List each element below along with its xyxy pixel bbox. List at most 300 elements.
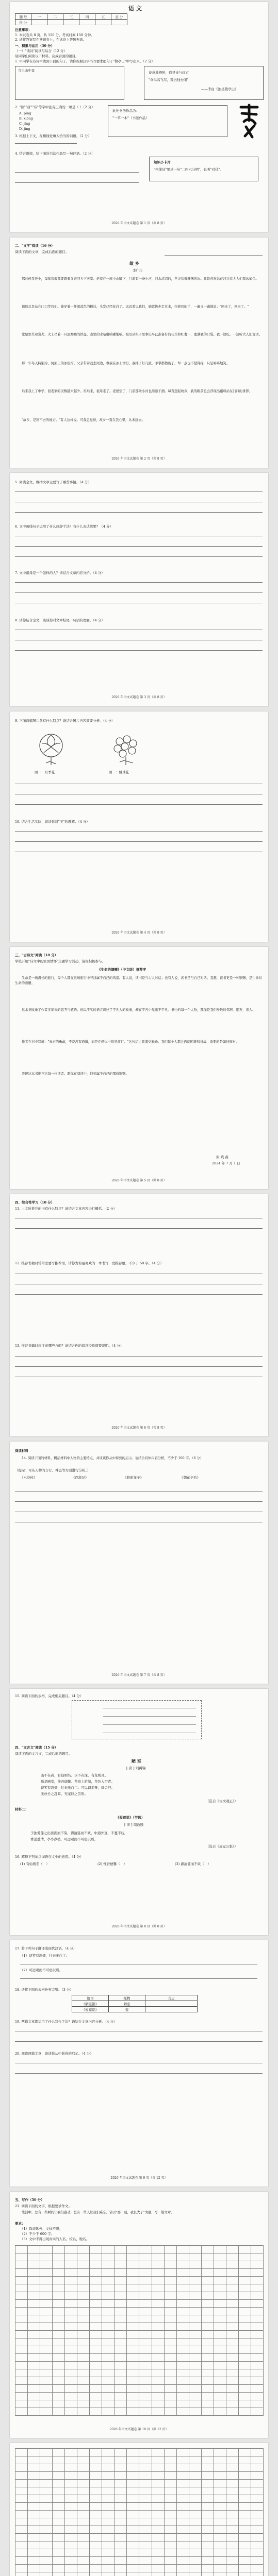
grid-cell[interactable]: [152, 2511, 164, 2518]
grid-cell[interactable]: [202, 2338, 214, 2346]
grid-cell[interactable]: [152, 2354, 164, 2361]
grid-cell[interactable]: [189, 2565, 201, 2572]
grid-cell[interactable]: [90, 2503, 102, 2510]
answer-line[interactable]: [15, 556, 263, 557]
grid-cell[interactable]: [239, 2572, 251, 2576]
grid-cell[interactable]: [165, 2503, 176, 2510]
grid-cell[interactable]: [28, 2526, 40, 2533]
grid-cell[interactable]: [28, 2292, 40, 2299]
option-a[interactable]: A. pǐng: [19, 111, 31, 115]
grid-cell[interactable]: [251, 2549, 263, 2556]
answer-line[interactable]: [103, 1724, 196, 1725]
grid-cell[interactable]: [214, 2549, 226, 2556]
grid-cell[interactable]: [15, 2393, 27, 2400]
grid-cell[interactable]: [40, 2487, 52, 2495]
grid-cell[interactable]: [239, 2261, 251, 2268]
grid-cell[interactable]: [102, 2572, 114, 2576]
grid-cell[interactable]: [115, 2472, 126, 2479]
grid-cell[interactable]: [90, 2338, 102, 2346]
grid-cell[interactable]: [53, 2253, 64, 2261]
grid-cell[interactable]: [165, 2354, 176, 2361]
grid-cell[interactable]: [239, 2292, 251, 2299]
grid-cell[interactable]: [28, 2511, 40, 2518]
grid-cell[interactable]: [226, 2565, 238, 2572]
grid-cell[interactable]: [15, 2511, 27, 2518]
grid-cell[interactable]: [90, 2284, 102, 2292]
grid-cell[interactable]: [189, 2393, 201, 2400]
grid-cell[interactable]: [102, 2300, 114, 2307]
grid-cell[interactable]: [202, 2292, 214, 2299]
grid-cell[interactable]: [189, 2308, 201, 2315]
grid-cell[interactable]: [127, 2315, 139, 2323]
grid-cell[interactable]: [139, 2534, 151, 2541]
grid-cell[interactable]: [15, 2503, 27, 2510]
grid-cell[interactable]: [202, 2549, 214, 2556]
grid-cell[interactable]: [165, 2518, 176, 2526]
answer-line[interactable]: [15, 546, 263, 547]
grid-cell[interactable]: [202, 2518, 214, 2526]
grid-cell[interactable]: [251, 2408, 263, 2415]
grid-cell[interactable]: [53, 2331, 64, 2338]
grid-cell[interactable]: [239, 2565, 251, 2572]
answer-line[interactable]: [15, 143, 77, 144]
grid-cell[interactable]: [102, 2315, 114, 2323]
grid-cell[interactable]: [40, 2408, 52, 2415]
grid-cell[interactable]: [90, 2308, 102, 2315]
grid-cell[interactable]: [90, 2495, 102, 2502]
grid-cell[interactable]: [102, 2277, 114, 2284]
grid-cell[interactable]: [15, 2480, 27, 2487]
grid-cell[interactable]: [127, 2549, 139, 2556]
grid-cell[interactable]: [226, 2464, 238, 2471]
grid-cell[interactable]: [77, 2393, 89, 2400]
grid-cell[interactable]: [90, 2526, 102, 2533]
grid-cell[interactable]: [28, 2557, 40, 2564]
grid-cell[interactable]: [90, 2449, 102, 2456]
grid-cell[interactable]: [102, 2557, 114, 2564]
grid-cell[interactable]: [251, 2385, 263, 2392]
grid-cell[interactable]: [77, 2385, 89, 2392]
grid-cell[interactable]: [40, 2495, 52, 2502]
grid-cell[interactable]: [127, 2541, 139, 2549]
grid-cell[interactable]: [90, 2534, 102, 2541]
grid-cell[interactable]: [251, 2246, 263, 2253]
grid-cell[interactable]: [65, 2246, 77, 2253]
grid-cell[interactable]: [139, 2511, 151, 2518]
grid-cell[interactable]: [65, 2449, 77, 2456]
grid-cell[interactable]: [251, 2377, 263, 2384]
grid-cell[interactable]: [53, 2284, 64, 2292]
grid-cell[interactable]: [239, 2495, 251, 2502]
grid-cell[interactable]: [53, 2323, 64, 2330]
grid-cell[interactable]: [28, 2346, 40, 2353]
grid-cell[interactable]: [102, 2526, 114, 2533]
grid-cell[interactable]: [102, 2456, 114, 2464]
grid-cell[interactable]: [77, 2253, 89, 2261]
grid-cell[interactable]: [165, 2557, 176, 2564]
grid-cell[interactable]: [127, 2369, 139, 2377]
grid-cell[interactable]: [40, 2246, 52, 2253]
grid-cell[interactable]: [177, 2277, 189, 2284]
grid-cell[interactable]: [152, 2385, 164, 2392]
grid-cell[interactable]: [177, 2511, 189, 2518]
grid-cell[interactable]: [165, 2253, 176, 2261]
grid-cell[interactable]: [214, 2346, 226, 2353]
grid-cell[interactable]: [28, 2338, 40, 2346]
grid-cell[interactable]: [152, 2284, 164, 2292]
grid-cell[interactable]: [90, 2362, 102, 2369]
grid-cell[interactable]: [139, 2277, 151, 2284]
grid-cell[interactable]: [53, 2308, 64, 2315]
grid-cell[interactable]: [90, 2300, 102, 2307]
grid-cell[interactable]: [202, 2526, 214, 2533]
grid-cell[interactable]: [28, 2518, 40, 2526]
grid-cell[interactable]: [226, 2472, 238, 2479]
composition-grid[interactable]: [15, 2448, 264, 2576]
grid-cell[interactable]: [127, 2331, 139, 2338]
grid-cell[interactable]: [15, 2565, 27, 2572]
grid-cell[interactable]: [139, 2472, 151, 2479]
grid-cell[interactable]: [15, 2246, 27, 2253]
grid-cell[interactable]: [115, 2526, 126, 2533]
option-b[interactable]: B. xióng: [19, 116, 33, 121]
grid-cell[interactable]: [152, 2541, 164, 2549]
grid-cell[interactable]: [177, 2354, 189, 2361]
score-cell[interactable]: [95, 20, 111, 25]
grid-cell[interactable]: [177, 2503, 189, 2510]
grid-cell[interactable]: [152, 2292, 164, 2299]
grid-cell[interactable]: [28, 2503, 40, 2510]
grid-cell[interactable]: [152, 2408, 164, 2415]
grid-cell[interactable]: [139, 2369, 151, 2377]
grid-cell[interactable]: [152, 2269, 164, 2276]
grid-cell[interactable]: [226, 2549, 238, 2556]
grid-cell[interactable]: [15, 2292, 27, 2299]
grid-cell[interactable]: [139, 2315, 151, 2323]
grid-cell[interactable]: [77, 2572, 89, 2576]
grid-cell[interactable]: [127, 2385, 139, 2392]
grid-cell[interactable]: [214, 2300, 226, 2307]
grid-cell[interactable]: [40, 2393, 52, 2400]
grid-cell[interactable]: [214, 2323, 226, 2330]
grid-cell[interactable]: [139, 2572, 151, 2576]
grid-cell[interactable]: [102, 2464, 114, 2471]
grid-cell[interactable]: [177, 2456, 189, 2464]
grid-cell[interactable]: [189, 2541, 201, 2549]
grid-cell[interactable]: [115, 2541, 126, 2549]
grid-cell[interactable]: [28, 2393, 40, 2400]
grid-cell[interactable]: [127, 2308, 139, 2315]
grid-cell[interactable]: [214, 2400, 226, 2408]
grid-cell[interactable]: [40, 2385, 52, 2392]
grid-cell[interactable]: [40, 2400, 52, 2408]
grid-cell[interactable]: [127, 2572, 139, 2576]
grid-cell[interactable]: [28, 2377, 40, 2384]
grid-cell[interactable]: [127, 2269, 139, 2276]
score-cell[interactable]: [111, 20, 127, 25]
grid-cell[interactable]: [226, 2503, 238, 2510]
grid-cell[interactable]: [239, 2246, 251, 2253]
grid-cell[interactable]: [202, 2534, 214, 2541]
grid-cell[interactable]: [177, 2534, 189, 2541]
grid-cell[interactable]: [102, 2565, 114, 2572]
grid-cell[interactable]: [177, 2346, 189, 2353]
grid-cell[interactable]: [177, 2315, 189, 2323]
grid-cell[interactable]: [15, 2541, 27, 2549]
grid-cell[interactable]: [177, 2480, 189, 2487]
grid-cell[interactable]: [202, 2369, 214, 2377]
grid-cell[interactable]: [102, 2284, 114, 2292]
grid-cell[interactable]: [77, 2346, 89, 2353]
grid-cell[interactable]: [115, 2315, 126, 2323]
grid-cell[interactable]: [15, 2534, 27, 2541]
grid-cell[interactable]: [65, 2526, 77, 2533]
answer-line[interactable]: [15, 2073, 263, 2074]
grid-cell[interactable]: [65, 2346, 77, 2353]
grid-cell[interactable]: [239, 2284, 251, 2292]
grid-cell[interactable]: [139, 2331, 151, 2338]
grid-cell[interactable]: [115, 2323, 126, 2330]
grid-cell[interactable]: [28, 2261, 40, 2268]
grid-cell[interactable]: [152, 2261, 164, 2268]
grid-cell[interactable]: [139, 2346, 151, 2353]
grid-cell[interactable]: [65, 2503, 77, 2510]
grid-cell[interactable]: [177, 2449, 189, 2456]
grid-cell[interactable]: [226, 2541, 238, 2549]
grid-cell[interactable]: [226, 2292, 238, 2299]
grid-cell[interactable]: [53, 2526, 64, 2533]
grid-cell[interactable]: [239, 2526, 251, 2533]
grid-cell[interactable]: [53, 2300, 64, 2307]
grid-cell[interactable]: [90, 2323, 102, 2330]
grid-cell[interactable]: [139, 2385, 151, 2392]
grid-cell[interactable]: [165, 2369, 176, 2377]
grid-cell[interactable]: [177, 2557, 189, 2564]
grid-cell[interactable]: [102, 2338, 114, 2346]
grid-cell[interactable]: [189, 2549, 201, 2556]
grid-cell[interactable]: [77, 2557, 89, 2564]
grid-cell[interactable]: [77, 2369, 89, 2377]
grid-cell[interactable]: [165, 2487, 176, 2495]
grid-cell[interactable]: [40, 2277, 52, 2284]
grid-cell[interactable]: [226, 2393, 238, 2400]
grid-cell[interactable]: [189, 2487, 201, 2495]
grid-cell[interactable]: [90, 2331, 102, 2338]
grid-cell[interactable]: [65, 2269, 77, 2276]
grid-cell[interactable]: [239, 2400, 251, 2408]
grid-cell[interactable]: [251, 2269, 263, 2276]
grid-cell[interactable]: [40, 2323, 52, 2330]
grid-cell[interactable]: [15, 2284, 27, 2292]
grid-cell[interactable]: [15, 2377, 27, 2384]
grid-cell[interactable]: [202, 2393, 214, 2400]
grid-cell[interactable]: [177, 2253, 189, 2261]
grid-cell[interactable]: [115, 2369, 126, 2377]
grid-cell[interactable]: [15, 2315, 27, 2323]
grid-cell[interactable]: [127, 2456, 139, 2464]
grid-cell[interactable]: [251, 2323, 263, 2330]
grid-cell[interactable]: [202, 2269, 214, 2276]
grid-cell[interactable]: [15, 2557, 27, 2564]
grid-cell[interactable]: [40, 2331, 52, 2338]
grid-cell[interactable]: [127, 2449, 139, 2456]
grid-cell[interactable]: [202, 2565, 214, 2572]
grid-cell[interactable]: [165, 2261, 176, 2268]
table-cell[interactable]: [145, 2007, 198, 2012]
grid-cell[interactable]: [77, 2269, 89, 2276]
grid-cell[interactable]: [40, 2354, 52, 2361]
grid-cell[interactable]: [90, 2557, 102, 2564]
grid-cell[interactable]: [65, 2393, 77, 2400]
grid-cell[interactable]: [53, 2534, 64, 2541]
grid-cell[interactable]: [102, 2495, 114, 2502]
grid-cell[interactable]: [65, 2400, 77, 2408]
grid-cell[interactable]: [115, 2456, 126, 2464]
grid-cell[interactable]: [127, 2495, 139, 2502]
grid-cell[interactable]: [115, 2449, 126, 2456]
grid-cell[interactable]: [15, 2518, 27, 2526]
grid-cell[interactable]: [189, 2323, 201, 2330]
grid-cell[interactable]: [139, 2292, 151, 2299]
grid-cell[interactable]: [177, 2369, 189, 2377]
grid-cell[interactable]: [251, 2308, 263, 2315]
grid-cell[interactable]: [127, 2354, 139, 2361]
grid-cell[interactable]: [53, 2400, 64, 2408]
grid-cell[interactable]: [28, 2315, 40, 2323]
grid-cell[interactable]: [251, 2331, 263, 2338]
grid-cell[interactable]: [189, 2472, 201, 2479]
grid-cell[interactable]: [239, 2518, 251, 2526]
grid-cell[interactable]: [165, 2464, 176, 2471]
grid-cell[interactable]: [28, 2449, 40, 2456]
grid-cell[interactable]: [214, 2557, 226, 2564]
grid-cell[interactable]: [177, 2377, 189, 2384]
grid-cell[interactable]: [77, 2377, 89, 2384]
grid-cell[interactable]: [28, 2277, 40, 2284]
grid-cell[interactable]: [77, 2331, 89, 2338]
grid-cell[interactable]: [65, 2541, 77, 2549]
grid-cell[interactable]: [90, 2369, 102, 2377]
grid-cell[interactable]: [77, 2495, 89, 2502]
grid-cell[interactable]: [226, 2246, 238, 2253]
answer-line[interactable]: [15, 831, 263, 832]
grid-cell[interactable]: [165, 2284, 176, 2292]
grid-cell[interactable]: [65, 2261, 77, 2268]
grid-cell[interactable]: [90, 2253, 102, 2261]
book-option[interactable]: 《骆驼祥子》: [123, 1476, 143, 1480]
grid-cell[interactable]: [202, 2557, 214, 2564]
grid-cell[interactable]: [226, 2253, 238, 2261]
grid-cell[interactable]: [239, 2549, 251, 2556]
grid-cell[interactable]: [15, 2400, 27, 2408]
grid-cell[interactable]: [115, 2354, 126, 2361]
grid-cell[interactable]: [202, 2377, 214, 2384]
grid-cell[interactable]: [139, 2518, 151, 2526]
grid-cell[interactable]: [239, 2557, 251, 2564]
grid-cell[interactable]: [152, 2300, 164, 2307]
grid-cell[interactable]: [202, 2346, 214, 2353]
grid-cell[interactable]: [139, 2487, 151, 2495]
grid-cell[interactable]: [251, 2456, 263, 2464]
grid-cell[interactable]: [226, 2323, 238, 2330]
grid-cell[interactable]: [102, 2541, 114, 2549]
grid-cell[interactable]: [226, 2511, 238, 2518]
grid-cell[interactable]: [189, 2354, 201, 2361]
grid-cell[interactable]: [53, 2269, 64, 2276]
grid-cell[interactable]: [90, 2292, 102, 2299]
grid-cell[interactable]: [152, 2503, 164, 2510]
grid-cell[interactable]: [251, 2284, 263, 2292]
grid-cell[interactable]: [189, 2385, 201, 2392]
grid-cell[interactable]: [226, 2308, 238, 2315]
grid-cell[interactable]: [189, 2400, 201, 2408]
grid-cell[interactable]: [90, 2572, 102, 2576]
grid-cell[interactable]: [165, 2393, 176, 2400]
answer-line[interactable]: [15, 172, 139, 173]
grid-cell[interactable]: [165, 2331, 176, 2338]
grid-cell[interactable]: [226, 2400, 238, 2408]
grid-cell[interactable]: [165, 2269, 176, 2276]
grid-cell[interactable]: [152, 2253, 164, 2261]
grid-cell[interactable]: [65, 2292, 77, 2299]
grid-cell[interactable]: [214, 2565, 226, 2572]
grid-cell[interactable]: [28, 2253, 40, 2261]
grid-cell[interactable]: [251, 2565, 263, 2572]
grid-cell[interactable]: [177, 2331, 189, 2338]
grid-cell[interactable]: [15, 2323, 27, 2330]
grid-cell[interactable]: [202, 2541, 214, 2549]
grid-cell[interactable]: [152, 2526, 164, 2533]
grid-cell[interactable]: [189, 2277, 201, 2284]
grid-cell[interactable]: [177, 2323, 189, 2330]
grid-cell[interactable]: [65, 2253, 77, 2261]
grid-cell[interactable]: [77, 2400, 89, 2408]
grid-cell[interactable]: [251, 2557, 263, 2564]
grid-cell[interactable]: [28, 2487, 40, 2495]
grid-cell[interactable]: [139, 2393, 151, 2400]
grid-cell[interactable]: [202, 2456, 214, 2464]
grid-cell[interactable]: [53, 2518, 64, 2526]
grid-cell[interactable]: [251, 2449, 263, 2456]
grid-cell[interactable]: [226, 2385, 238, 2392]
grid-cell[interactable]: [40, 2480, 52, 2487]
grid-cell[interactable]: [40, 2511, 52, 2518]
grid-cell[interactable]: [177, 2472, 189, 2479]
grid-cell[interactable]: [90, 2400, 102, 2408]
grid-cell[interactable]: [15, 2487, 27, 2495]
grid-cell[interactable]: [139, 2480, 151, 2487]
grid-cell[interactable]: [77, 2565, 89, 2572]
grid-cell[interactable]: [214, 2449, 226, 2456]
grid-cell[interactable]: [40, 2315, 52, 2323]
grid-cell[interactable]: [53, 2565, 64, 2572]
grid-cell[interactable]: [53, 2572, 64, 2576]
grid-cell[interactable]: [15, 2331, 27, 2338]
grid-cell[interactable]: [65, 2315, 77, 2323]
grid-cell[interactable]: [214, 2503, 226, 2510]
grid-cell[interactable]: [189, 2346, 201, 2353]
grid-cell[interactable]: [226, 2408, 238, 2415]
grid-cell[interactable]: [102, 2377, 114, 2384]
grid-cell[interactable]: [115, 2377, 126, 2384]
grid-cell[interactable]: [165, 2338, 176, 2346]
grid-cell[interactable]: [40, 2503, 52, 2510]
grid-cell[interactable]: [115, 2480, 126, 2487]
grid-cell[interactable]: [226, 2261, 238, 2268]
grid-cell[interactable]: [127, 2253, 139, 2261]
grid-cell[interactable]: [202, 2449, 214, 2456]
grid-cell[interactable]: [251, 2261, 263, 2268]
